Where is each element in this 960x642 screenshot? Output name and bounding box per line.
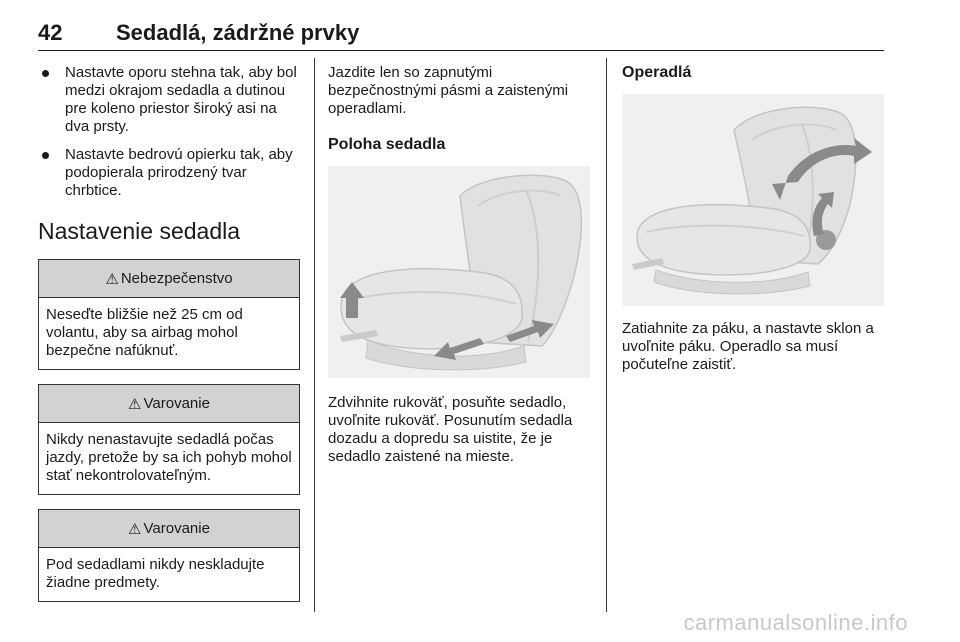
page-title: Sedadlá, zádržné prvky — [116, 20, 360, 45]
warning-header: ⚠ Varovanie — [39, 510, 299, 548]
warning-text: Nikdy nenastavujte sedadlá počas jazdy, pretože by sa ich pohyb mohol stať nekontrolovateľným. — [46, 431, 292, 484]
warning-triangle-icon: ⚠ — [105, 270, 119, 288]
warning-header: ⚠ Nebezpečenstvo — [39, 260, 299, 298]
warning-text: Pod sedadlami nikdy neskladujte žiadne predmety. — [46, 556, 265, 591]
list-item: Nastavte oporu stehna tak, aby bol medzi okrajom sedadla a dutinou pre koleno priestor široký asi na dva prsty. — [38, 64, 300, 136]
page-header — [38, 20, 884, 51]
intro-paragraph: Jazdite len so zapnutými bezpečnostnými pásmi a zaistenými operadlami. — [328, 64, 569, 117]
seat-position-illustration — [328, 166, 590, 378]
warning-triangle-icon: ⚠ — [128, 395, 142, 413]
warning-triangle-icon: ⚠ — [128, 520, 142, 538]
warning-box-caution — [38, 384, 300, 495]
column-divider — [606, 58, 607, 612]
column-divider — [314, 58, 315, 612]
warning-text: Neseďte bližšie než 25 cm od volantu, aby sa airbag mohol bezpečne nafúknuť. — [46, 306, 243, 359]
bullet-icon — [42, 70, 49, 77]
warning-box-caution — [38, 509, 300, 602]
column-left — [38, 64, 300, 616]
section-heading: Operadlá — [622, 64, 692, 81]
page-number: 42 — [38, 20, 63, 45]
column-right — [622, 64, 884, 374]
warning-header: ⚠ Varovanie — [39, 385, 299, 423]
figure-caption: Zatiahnite za páku, a nastavte sklon a uvoľnite páku. Operadlo sa musí počuteľne zaistiť. — [622, 320, 874, 373]
warning-box-danger — [38, 259, 300, 370]
watermark: carmanualsonline.info — [683, 610, 908, 635]
bullet-icon — [42, 152, 49, 159]
section-heading: Poloha sedadla — [328, 136, 446, 153]
section-heading: Nastavenie sedadla — [38, 218, 241, 244]
list-item: Nastavte bedrovú opierku tak, aby podopierala prirodzený tvar chrbtice. — [38, 146, 300, 200]
bullet-list — [38, 64, 300, 200]
column-middle — [328, 64, 593, 466]
backrest-illustration — [622, 94, 884, 306]
figure-caption: Zdvihnite rukoväť, posuňte sedadlo, uvoľnite rukoväť. Posunutím sedadla dozadu a dopredu sa uistite, že je sedadlo zaistené na mieste. — [328, 394, 573, 465]
